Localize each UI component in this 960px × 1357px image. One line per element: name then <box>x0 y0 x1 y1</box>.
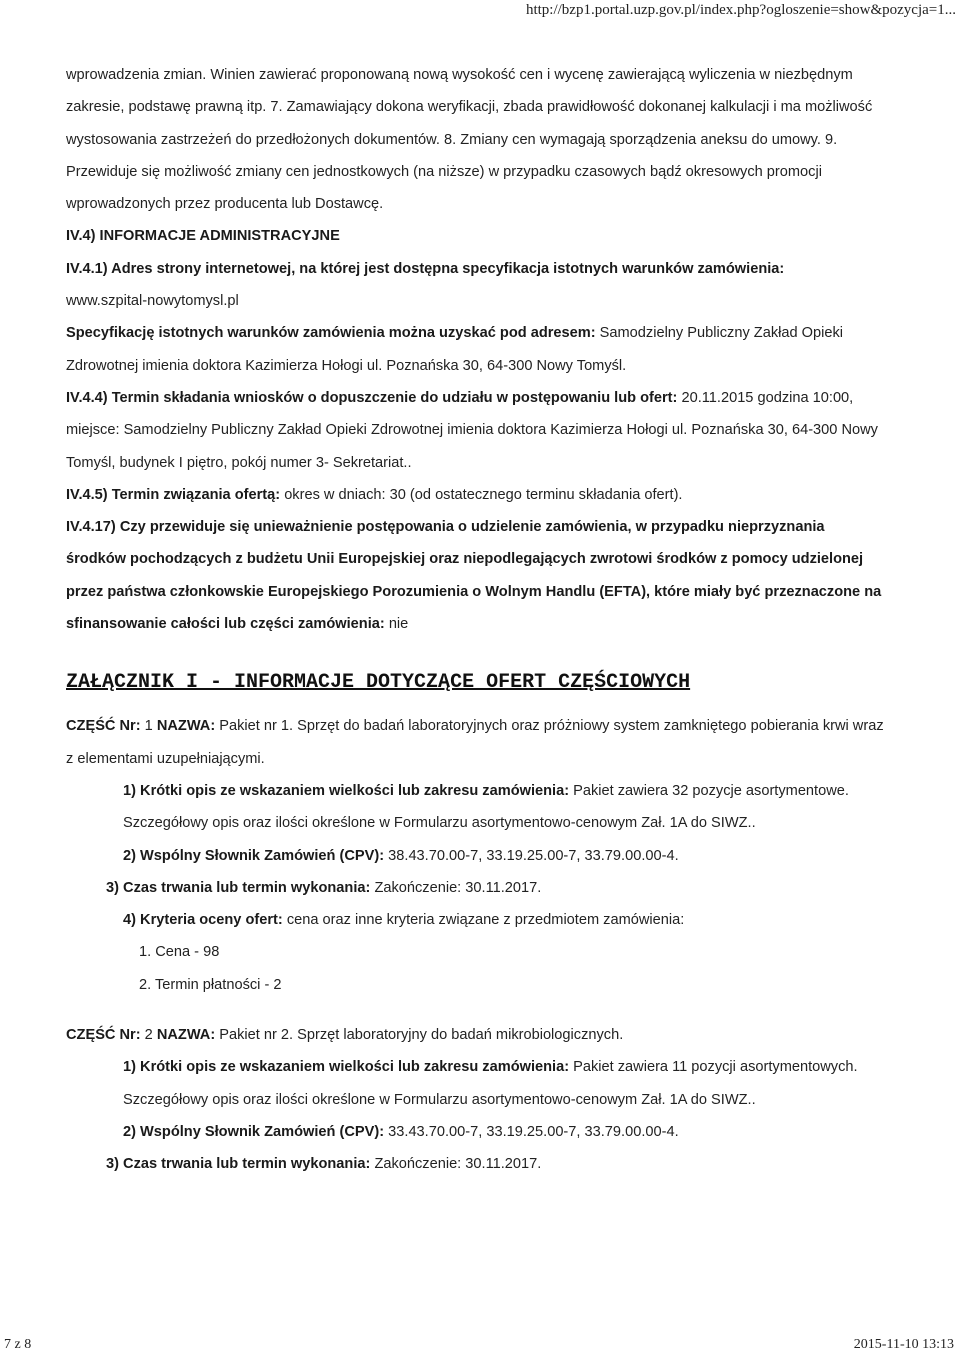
document-body <box>66 59 886 1181</box>
part-2 <box>66 1019 886 1180</box>
part-1-criteria-item: 2. Termin płatności - 2 <box>139 976 282 993</box>
siwz-value: Samodzielny Publiczny Zakład Opieki Zdrowotnej imienia doktora Kazimierza Hołogi ul. Poznańska 30, 64-300 Nowy Tomyśl. <box>66 325 844 374</box>
part-1-header: CZĘŚĆ Nr: 1 NAZWA: Pakiet nr 1. Sprzęt do badań laboratoryjnych oraz próżniowy system zamkniętego pobierania krwi wraz z elementami uzupełniającymi. <box>66 718 884 767</box>
iv44-value: 20.11.2015 godzina 10:00, miejsce: Samodzielny Publiczny Zakład Opieki Zdrowotnej imienia doktora Kazimierza Hołogi ul. Poznańska 30, 64-300 Nowy Tomyśl, budynek I piętro, pokój numer 3- Sekretariat.. <box>66 389 878 471</box>
part-2-term: 3) Czas trwania lub termin wykonania: Zakończenie: 30.11.2017. <box>106 1156 542 1173</box>
part-1-desc: 1) Krótki opis ze wskazaniem wielkości lub zakresu zamówienia: Pakiet zawiera 32 pozycje asortymentowe. Szczegółowy opis oraz ilości określone w Formularzu asortymentowo-cenowym Zał. 1A do SIWZ.. <box>123 782 849 832</box>
iv41-block <box>66 253 886 318</box>
iv417-value: nie <box>388 616 409 633</box>
page-url-header: http://bzp1.portal.uzp.gov.pl/index.php?ogloszenie=show&pozycja=1... <box>525 2 956 18</box>
iv41-url[interactable]: www.szpital-nowytomysl.pl <box>66 293 239 310</box>
section-iv4-title: IV.4) INFORMACJE ADMINISTRACYJNE <box>66 228 340 245</box>
siwz-label: Specyfikację istotnych warunków zamówienia można uzyskać pod adresem: <box>66 325 596 342</box>
part-2-desc: 1) Krótki opis ze wskazaniem wielkości lub zakresu zamówienia: Pakiet zawiera 11 pozycji asortymentowych. Szczegółowy opis oraz ilości określone w Formularzu asortymentowo-cenowym Zał. 1A do SIWZ.. <box>123 1059 858 1108</box>
iv41-label: IV.4.1) Adres strony internetowej, na której jest dostępna specyfikacja istotnych warunków zamówienia: <box>66 260 785 277</box>
siwz-block <box>66 317 886 382</box>
page-footer <box>0 1335 960 1357</box>
print-datetime: 2015-11-10 13:13 <box>853 1337 954 1352</box>
part-1-criteria: 4) Kryteria oceny ofert: cena oraz inne kryteria związane z przedmiotem zamówienia: <box>123 912 685 929</box>
iv44-label: IV.4.4) Termin składania wniosków o dopuszczenie do udziału w postępowaniu lub ofert: <box>66 389 678 406</box>
part-1 <box>66 710 886 1001</box>
part-1-cpv: 2) Wspólny Słownik Zamówień (CPV): 38.43.70.00-7, 33.19.25.00-7, 33.79.00.00-4. <box>123 847 679 864</box>
part-2-header: CZĘŚĆ Nr: 2 NAZWA: Pakiet nr 2. Sprzęt laboratoryjny do badań mikrobiologicznych. <box>66 1027 624 1044</box>
part-2-cpv: 2) Wspólny Słownik Zamówień (CPV): 33.43.70.00-7, 33.19.25.00-7, 33.79.00.00-4. <box>123 1123 679 1140</box>
iv45-label: IV.4.5) Termin związania ofertą: <box>66 486 281 503</box>
iv417-label: IV.4.17) Czy przewiduje się unieważnienie postępowania o udzielenie zamówienia, w przypadku nieprzyznania środków pochodzących z budżetu Unii Europejskiej oraz niepodlegających zwrotowi środków z pomocy udzielonej przez państwa członkowskie Europejskiego Porozumienia o Wolnym Handlu (EFTA), które miały być przeznaczone na sfinansowanie całości lub części zamówienia: <box>66 519 882 633</box>
annex-heading: ZAŁĄCZNIK I - INFORMACJE DOTYCZĄCE OFERT CZĘŚCIOWYCH <box>66 671 691 695</box>
iv417-block <box>66 511 886 640</box>
part-1-criteria-item: 1. Cena - 98 <box>139 944 220 961</box>
iv44-block <box>66 382 886 479</box>
part-1-term: 3) Czas trwania lub termin wykonania: Zakończenie: 30.11.2017. <box>106 879 542 896</box>
intro-paragraph: wprowadzenia zmian. Winien zawierać proponowaną nową wysokość cen i wycenę zawierającą wyliczenia w niezbędnym zakresie, podstawę prawną itp. 7. Zamawiający dokona weryfikacji, zbada prawidłowość dokonanej kalkulacji i ma możliwość wystosowania zastrzeżeń do przedłożonych dokumentów. 8. Zmiany cen wymagają sporządzenia aneksu do umowy. 9. Przewiduje się możliwość zmiany cen jednostkowych (na niższe) w przypadku czasowych bądź okresowych promocji wprowadzonych przez producenta lub Dostawcę. <box>66 67 873 213</box>
page-number: 7 z 8 <box>4 1337 32 1352</box>
iv45-block <box>66 479 886 511</box>
iv45-value: okres w dniach: 30 (od ostatecznego terminu składania ofert). <box>284 486 683 503</box>
